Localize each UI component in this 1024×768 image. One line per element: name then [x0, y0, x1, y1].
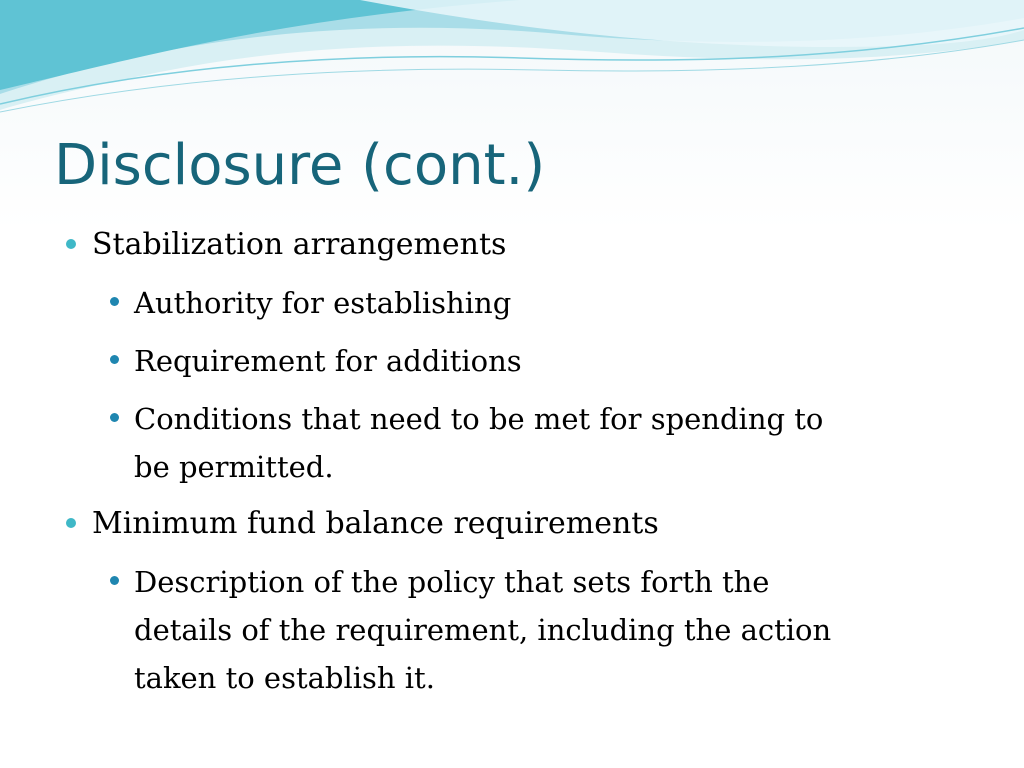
bullet-level2-description-line1: Description of the policy that sets forth the: [134, 565, 770, 599]
bullet-dot-icon: [66, 518, 76, 528]
bullet-dot-icon: [110, 297, 119, 306]
slide-title: Disclosure (cont.): [54, 133, 546, 198]
bullet-level1-minimum-fund: Minimum fund balance requirements: [92, 506, 659, 541]
bullet-level2-description-line2: details of the requirement, including the action: [134, 613, 832, 647]
bullet-dot-icon: [66, 239, 76, 249]
bullet-level2-description-line3: taken to establish it.: [134, 661, 435, 695]
bullet-level1-stabilization: Stabilization arrangements: [92, 227, 507, 262]
header-wave-decoration: [0, 0, 1024, 130]
bullet-level2-conditions-line1: Conditions that need to be met for spending to: [134, 402, 824, 436]
bullet-dot-icon: [110, 355, 119, 364]
bullet-level2-conditions-line2: be permitted.: [134, 450, 334, 484]
bullet-dot-icon: [110, 576, 119, 585]
bullet-level2-authority: Authority for establishing: [134, 286, 512, 320]
bullet-dot-icon: [110, 413, 119, 422]
bullet-level2-requirement: Requirement for additions: [134, 344, 522, 378]
